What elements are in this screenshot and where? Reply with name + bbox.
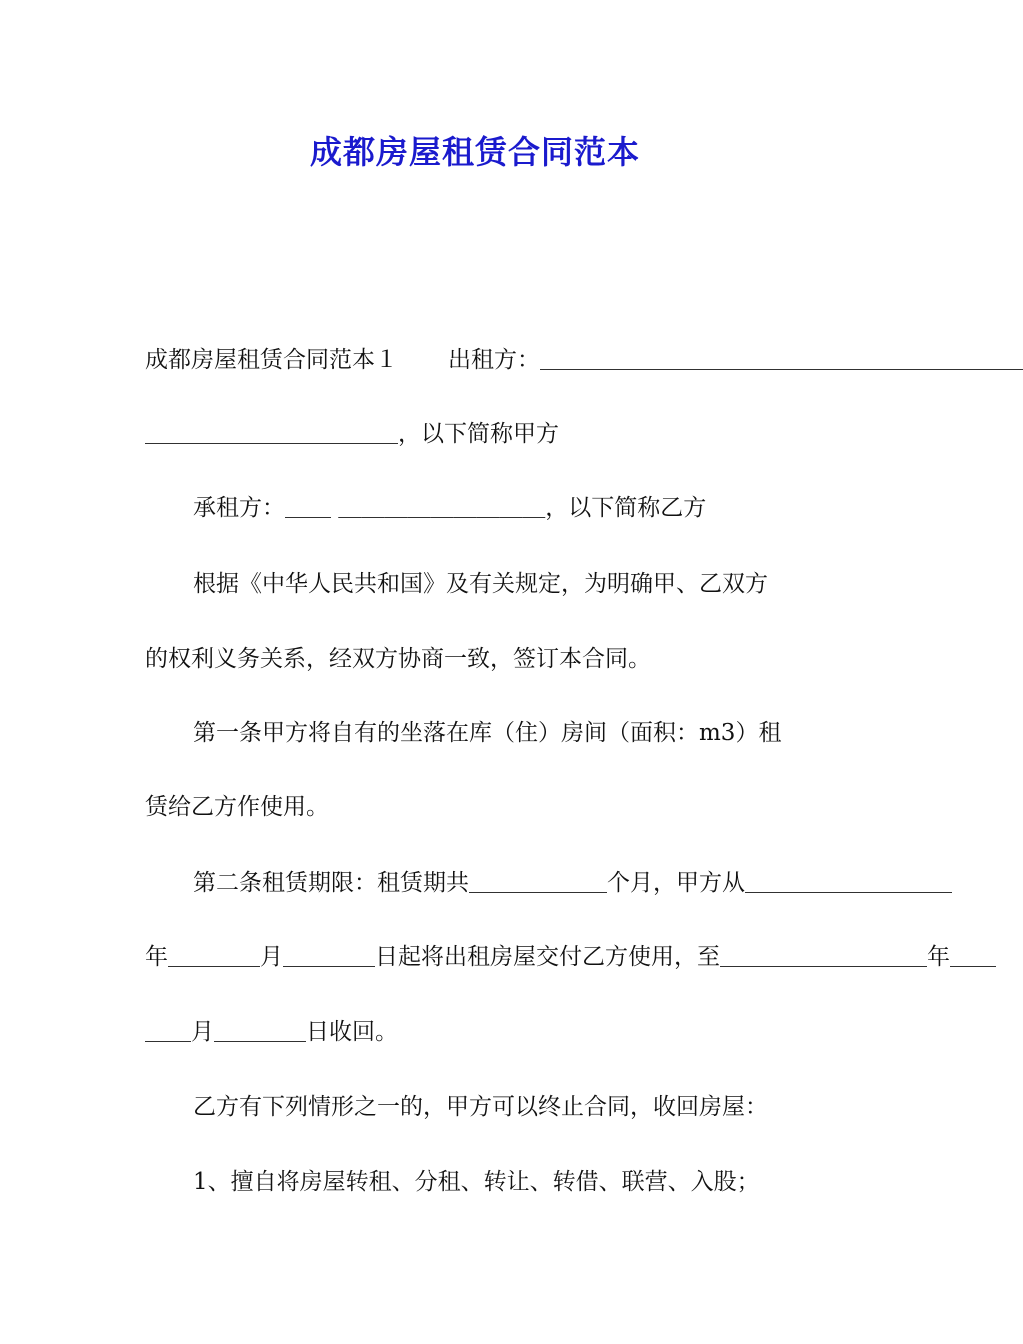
document-title: 成都房屋租赁合同范本 (309, 133, 640, 171)
paragraph-line-11: 乙方有下列情形之一的，甲方可以终止合同，收回房屋： (193, 1094, 768, 1120)
paragraph-line-2: ＿＿＿＿＿＿＿＿＿＿＿，以下简称甲方 (145, 421, 559, 447)
paragraph-line-1 (145, 343, 1023, 377)
paragraph-line-7: 赁给乙方作使用。 (145, 794, 329, 820)
paragraph-line-8: 第二条租赁期限：租赁期共＿＿＿＿＿＿个月，甲方从＿＿＿＿＿＿＿＿＿ (193, 870, 952, 896)
paragraph-line-10: ＿＿月＿＿＿＿日收回。 (145, 1019, 398, 1045)
paragraph-line-9: 年＿＿＿＿月＿＿＿＿日起将出租房屋交付乙方使用，至＿＿＿＿＿＿＿＿＿年＿＿ (145, 944, 996, 970)
lessor-field: 出租方：＿＿＿＿＿＿＿＿＿＿＿＿＿＿＿＿＿＿＿＿＿ (448, 347, 1023, 373)
paragraph-line-3: 承租方：＿＿ ＿＿＿＿＿＿＿＿＿，以下简称乙方 (193, 495, 707, 521)
paragraph-line-12: 1、擅自将房屋转租、分租、转让、转借、联营、入股； (193, 1169, 760, 1195)
paragraph-line-4: 根据《中华人民共和国》及有关规定，为明确甲、乙双方 (193, 571, 768, 597)
contract-heading: 成都房屋租赁合同范本１ (145, 347, 398, 373)
paragraph-line-6: 第一条甲方将自有的坐落在库（住）房间（面积：m3）租 (193, 720, 782, 746)
paragraph-line-5: 的权利义务关系，经双方协商一致，签订本合同。 (145, 646, 651, 672)
